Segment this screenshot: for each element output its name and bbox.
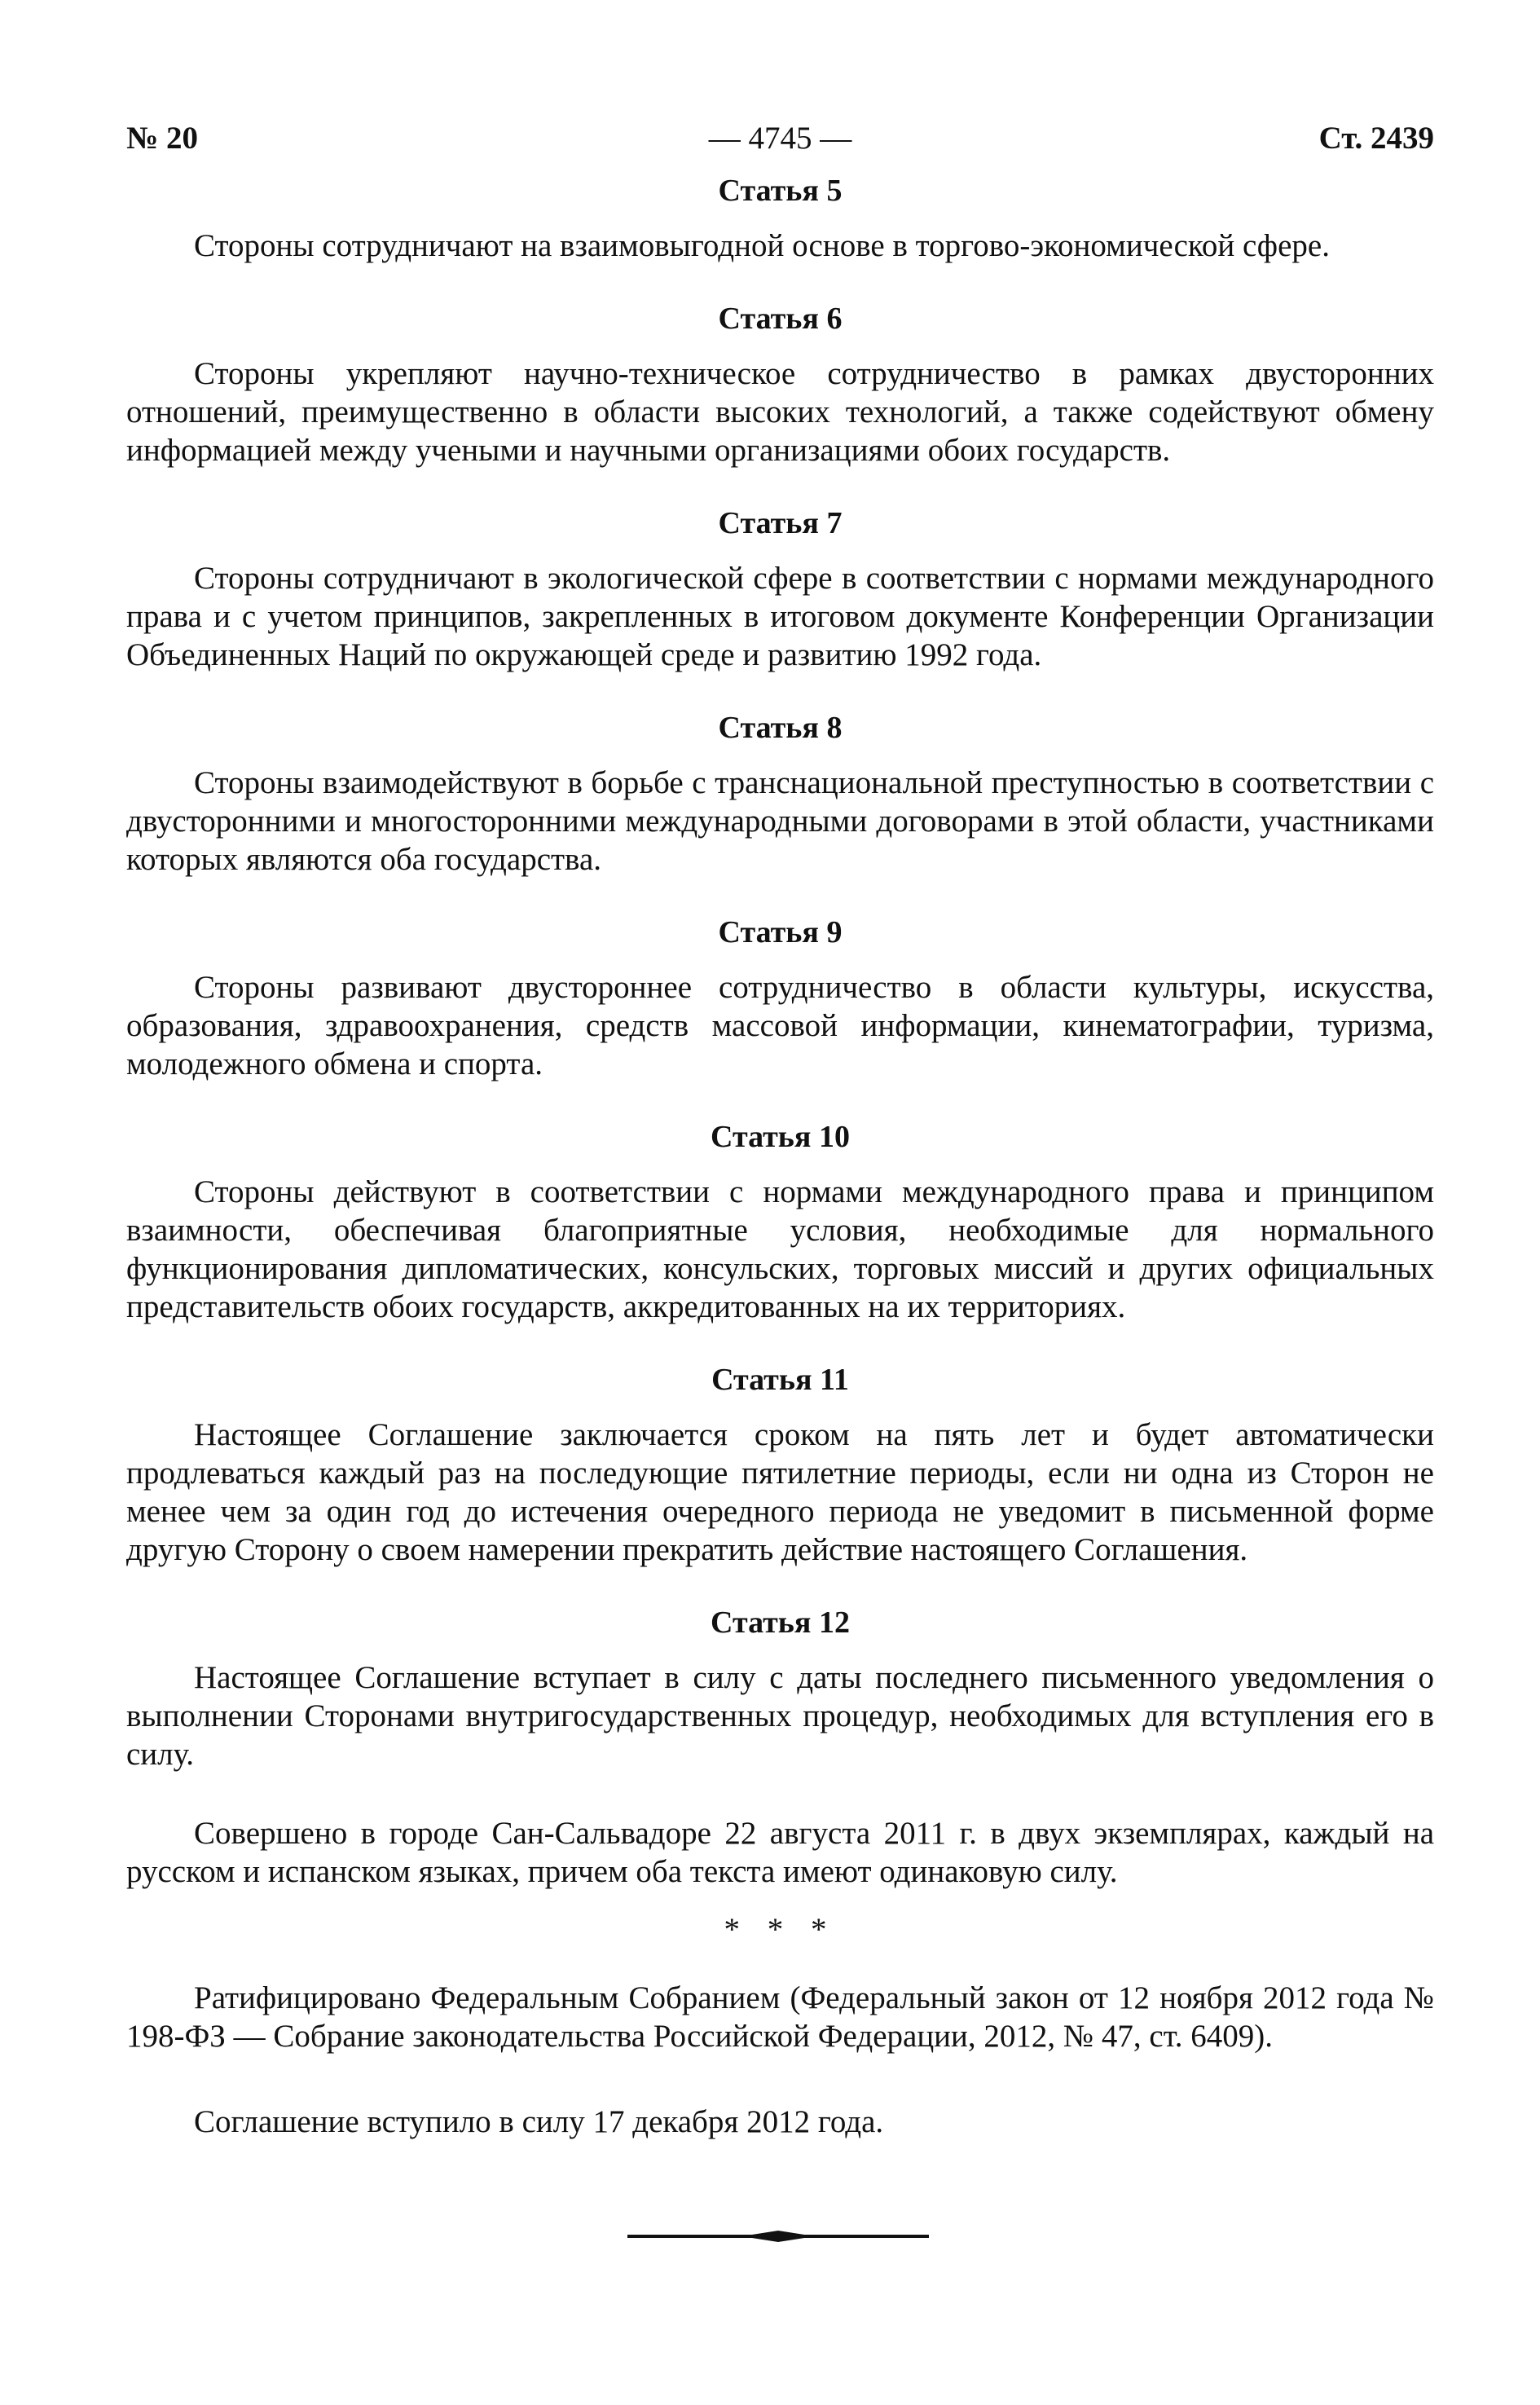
end-divider-ornament: [627, 2231, 929, 2242]
article-11: [126, 1360, 1434, 1569]
page-content: [126, 114, 1434, 2141]
page-number: — 4745 —: [708, 121, 852, 156]
article-text: Стороны сотрудничают в экологической сфере в соответствии с нормами международного права и с учетом принципов, закрепленных в итоговом документе Конференции Организации Объединенных Наций по окружающей среде и развитию 1992 года.: [126, 561, 1434, 672]
article-6: [126, 299, 1434, 469]
ratification-note: Ратифицировано Федеральным Собранием (Федеральный закон от 12 ноября 2012 года № 198-ФЗ — Собрание законодательства Российской Федерации, 2012, № 47, ст. 6409).: [126, 1980, 1434, 2054]
article-text: Стороны сотрудничают на взаимовыгодной основе в торгово-экономической сфере.: [194, 228, 1330, 263]
entry-into-force-note: Соглашение вступило в силу 17 декабря 2012 года.: [194, 2104, 884, 2139]
article-title: Статья 9: [718, 915, 843, 949]
article-title: Статья 7: [718, 506, 843, 540]
article-text: Стороны укрепляют научно-техническое сотрудничество в рамках двусторонних отношений, преимущественно в области высоких технологий, а также содействуют обмену информацией между учеными и научными организациями обоих государств.: [126, 356, 1434, 468]
page-header: [126, 114, 1434, 163]
done-at-paragraph: Совершено в городе Сан-Сальвадоре 22 августа 2011 г. в двух экземплярах, каждый на русском и испанском языках, причем оба текста имеют одинаковую силу.: [126, 1816, 1434, 1889]
article-text: Стороны развивают двустороннее сотрудничество в области культуры, искусства, образования, здравоохранения, средств массовой информации, кинематографии, туризма, молодежного обмена и спорта.: [126, 970, 1434, 1081]
article-reference: Ст. 2439: [1318, 121, 1434, 156]
section-separator: * * *: [724, 1912, 837, 1947]
article-title: Статья 8: [718, 711, 843, 745]
issue-number: № 20: [126, 121, 198, 156]
article-7: [126, 504, 1434, 674]
article-9: [126, 913, 1434, 1083]
article-title: Статья 11: [711, 1363, 849, 1397]
article-8: [126, 708, 1434, 879]
article-title: Статья 5: [718, 174, 843, 208]
article-text: Стороны действуют в соответствии с нормами международного права и принципом взаимности, обеспечивая благоприятные условия, необходимые для нормального функционирования дипломатических, консульских, торговых миссий и других официальных представительств обоих государств, аккредитованных на их территориях.: [126, 1174, 1434, 1324]
article-text: Настоящее Соглашение вступает в силу с даты последнего письменного уведомления о выполнении Сторонами внутригосударственных процедур, необходимых для вступления его в силу.: [126, 1660, 1434, 1772]
article-text: Настоящее Соглашение заключается сроком на пять лет и будет автоматически продлеваться каждый раз на последующие пятилетние периоды, если ни одна из Сторон не менее чем за один год до истечения очередного периода не уведомит в письменной форме другую Сторону о своем намерении прекратить действие настоящего Соглашения.: [126, 1417, 1434, 1567]
article-12: [126, 1603, 1434, 1773]
article-title: Статья 12: [711, 1606, 850, 1640]
article-title: Статья 10: [711, 1120, 850, 1154]
divider-diamond: [741, 2231, 815, 2242]
article-text: Стороны взаимодействуют в борьбе с транснациональной преступностью в соответствии с двусторонними и многосторонними международными договорами в этой области, участниками которых являются оба государства.: [126, 765, 1434, 877]
article-5: [126, 171, 1434, 265]
article-title: Статья 6: [718, 302, 843, 336]
article-10: [126, 1117, 1434, 1326]
